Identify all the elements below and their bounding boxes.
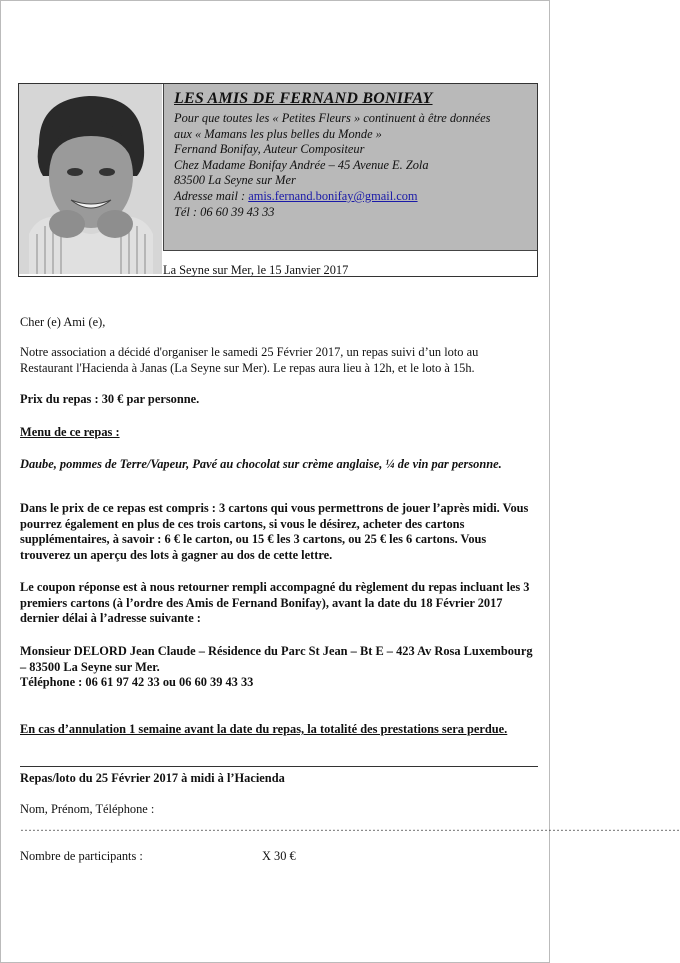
- portrait-photo: [19, 84, 162, 274]
- city-line: 83500 La Seyne sur Mer: [174, 173, 296, 188]
- participants-label: Nombre de participants :: [20, 849, 143, 863]
- address-line: Chez Madame Bonifay Andrée – 45 Avenue E. Zola: [174, 157, 429, 172]
- menu-description: Daube, pommes de Terre/Vapeur, Pavé au chocolat sur crème anglaise, ¼ de vin par personne.: [20, 457, 502, 471]
- letterhead-info-panel: [163, 84, 537, 251]
- telephone-line: Téléphone : 06 61 97 42 33 ou 06 60 39 43 33: [20, 675, 254, 689]
- email-line: [174, 189, 490, 205]
- price-multiplier: X 30 €: [262, 849, 296, 863]
- salutation: Cher (e) Ami (e),: [20, 315, 106, 329]
- phone-line: Tél : 06 60 39 43 33: [174, 204, 275, 219]
- menu-heading: Menu de ce repas :: [20, 425, 120, 439]
- date-line: La Seyne sur Mer, le 15 Janvier 2017: [163, 263, 349, 277]
- return-address: Monsieur DELORD Jean Claude – Résidence du Parc St Jean – Bt E – 423 Av Rosa Luxembourg – 83500 La Seyne sur Mer.: [20, 644, 533, 674]
- motto-line-2: aux « Mamans les plus belles du Monde »: [174, 126, 382, 141]
- cancellation-notice: En cas d’annulation 1 semaine avant la date du repas, la totalité des prestations sera perdue.: [20, 722, 508, 736]
- price-line: Prix du repas : 30 € par personne.: [20, 392, 200, 406]
- intro-paragraph: Notre association a décidé d'organiser le samedi 25 Février 2017, un repas suivi d’un loto au Restaurant l'Hacienda à Janas (La Seyne sur Mer). Le repas aura lieu à 12h, et le loto à 15h.: [20, 345, 479, 375]
- motto-line-1: Pour que toutes les « Petites Fleurs » continuent à être données: [174, 111, 491, 125]
- form-title: Repas/loto du 25 Février 2017 à midi à l’Hacienda: [20, 771, 285, 785]
- author-line: Fernand Bonifay, Auteur Compositeur: [174, 142, 365, 157]
- name-field-label: Nom, Prénom, Téléphone :: [20, 802, 155, 816]
- coupon-paragraph: Le coupon réponse est à nous retourner rempli accompagné du règlement du repas incluant les 3 premiers cartons (à l’ordre des Amis de Fernand Bonifay), avant la date du 18 Février 2017 dernier délai à l’adresse suivante :: [20, 580, 530, 626]
- email-link[interactable]: amis.fernand.bonifay@gmail.com: [248, 188, 418, 203]
- cartons-paragraph: Dans le prix de ce repas est compris : 3 cartons qui vous permettrons de jouer l’après midi. Vous pourrez également en plus de ces trois cartons, si vous le désirez, acheter des cartons supplémentaires, à savoir : 6 € le carton, ou 15 € les 3 cartons, ou 25 € les 6 cartons. Vous trouverez un aperçu des lots à gagner au dos de cette lettre.: [20, 501, 529, 562]
- portrait-image: [19, 84, 162, 274]
- email-label: Adresse mail :: [174, 188, 249, 203]
- association-title: LES AMIS DE FERNAND BONIFAY: [174, 90, 433, 107]
- form-separator: [20, 766, 538, 767]
- name-field-dots[interactable]: …………………………………………………………………………………………………………………………………………………: [20, 820, 680, 834]
- letterhead-details: [174, 111, 490, 220]
